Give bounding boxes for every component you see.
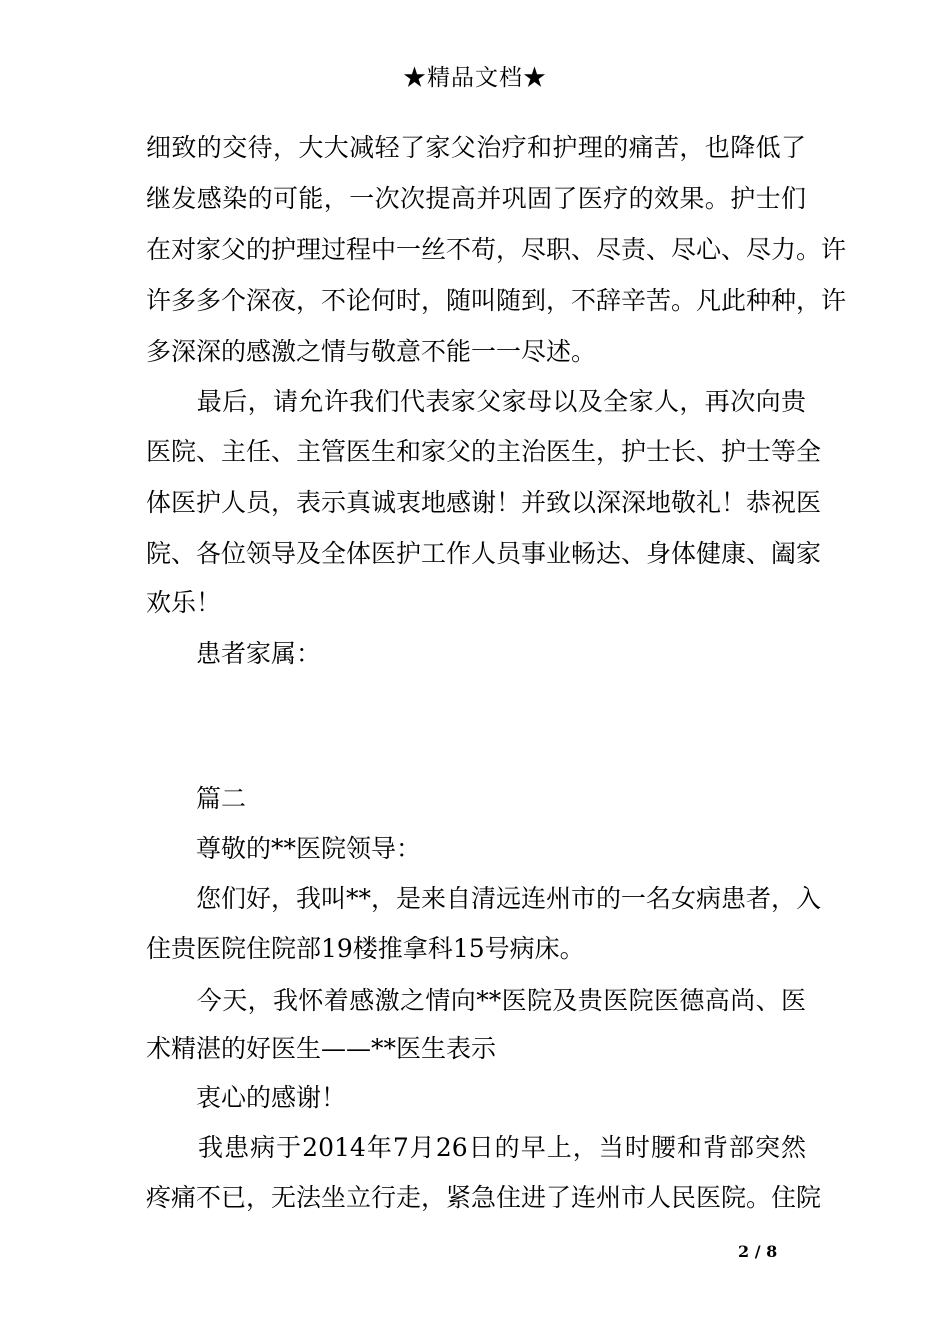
paragraph-line: 细致的交待，大大减轻了家父治疗和护理的痛苦，也降低了	[146, 133, 806, 162]
paragraph-line: 继发感染的可能，一次次提高并巩固了医疗的效果。护士们	[146, 184, 806, 213]
section-heading: 篇二	[146, 784, 247, 813]
paragraph-line: 您们好，我叫**，是来自清远连州市的一名女病患者，入	[146, 884, 822, 913]
paragraph-line: 今天，我怀着感激之情向**医院及贵医院医德高尚、医	[146, 986, 806, 1015]
paragraph-line: 在对家父的护理过程中一丝不苟，尽职、尽责、尽心、尽力。许	[146, 235, 847, 264]
paragraph-line: 住贵医院住院部19楼推拿科15号病床。	[146, 934, 585, 963]
paragraph-line: 医院、主任、主管医生和家父的主治医生，护士长、护士等全	[146, 437, 822, 466]
paragraph-line: 我患病于2014年7月26日的早上，当时腰和背部突然	[146, 1133, 806, 1162]
paragraph-line: 最后，请允许我们代表家父家母以及全家人，再次向贵	[146, 387, 806, 416]
paragraph-line: 疼痛不已，无法坐立行走，紧急住进了连州市人民医院。住院	[146, 1183, 822, 1212]
paragraph-line: 多深深的感激之情与敬意不能一一尽述。	[146, 337, 597, 366]
signature-label: 患者家属：	[146, 639, 322, 668]
paragraph-line: 体医护人员，表示真诚衷地感谢！并致以深深地敬礼！恭祝医	[146, 488, 822, 517]
page-header: ★精品文档★	[403, 65, 547, 91]
paragraph-line: 衷心的感谢！	[146, 1083, 347, 1112]
paragraph-line: 许多多个深夜，不论何时，随叫随到，不辞辛苦。凡此种种，许	[146, 286, 847, 315]
salutation: 尊敬的**医院领导：	[146, 834, 422, 863]
paragraph-line: 院、各位领导及全体医护工作人员事业畅达、身体健康、阖家	[146, 539, 822, 568]
paragraph-line: 术精湛的好医生——**医生表示	[146, 1034, 497, 1063]
paragraph-line: 欢乐！	[146, 588, 222, 617]
page-number: 2 / 8	[738, 1242, 778, 1261]
